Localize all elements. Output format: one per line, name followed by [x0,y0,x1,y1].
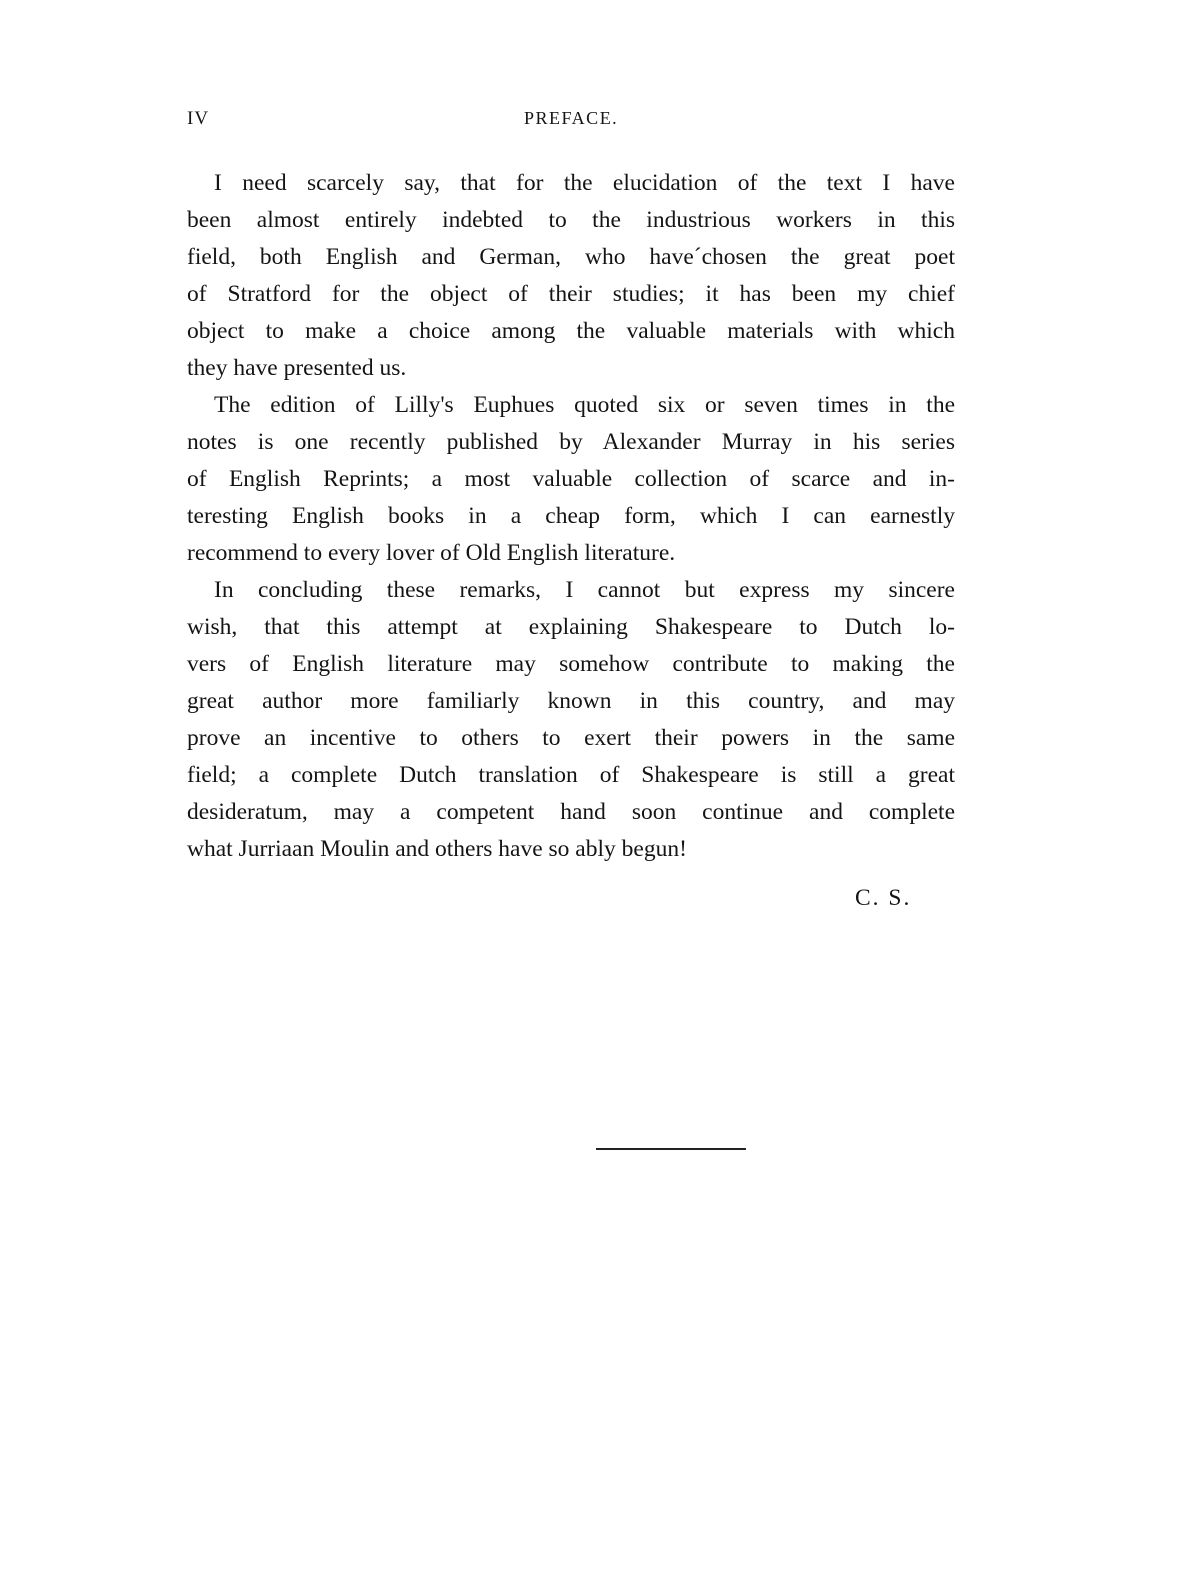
text-line: recommend to every lover of Old English literature. [187,540,676,566]
page-header [187,108,955,138]
text-line: notes is one recently published by Alexander Murray in his series [187,429,955,455]
text-line: vers of English literature may somehow contribute to making the [187,651,955,677]
running-title: PREFACE. [524,108,619,128]
text-line: The edition of Lilly's Euphues quoted six or seven times in the [214,392,955,418]
signature: C. S. [855,885,912,911]
text-line: great author more familiarly known in this country, and may [187,688,955,714]
text-line: object to make a choice among the valuable materials with which [187,318,955,344]
paragraph-2 [187,387,955,572]
text-line: teresting English books in a cheap form, which I can earnestly [187,503,955,529]
text-line: wish, that this attempt at explaining Shakespeare to Dutch lo- [187,614,955,640]
page-number: IV [187,108,210,129]
text-line: been almost entirely indebted to the industrious workers in this [187,207,955,233]
paragraph-1 [187,165,955,387]
text-line: of Stratford for the object of their studies; it has been my chief [187,281,955,307]
text-line: prove an incentive to others to exert their powers in the same [187,725,955,751]
text-line: field, both English and German, who have´chosen the great poet [187,244,955,270]
preface-body [187,165,955,868]
text-line: what Jurriaan Moulin and others have so ably begun! [187,836,687,862]
text-line: desideratum, may a competent hand soon continue and complete [187,799,955,825]
text-line: they have presented us. [187,355,407,381]
paragraph-3 [187,572,955,868]
closing-rule [596,1148,746,1150]
text-line: I need scarcely say, that for the elucidation of the text I have [214,170,955,196]
text-line: field; a complete Dutch translation of Shakespeare is still a great [187,762,955,788]
text-line: of English Reprints; a most valuable collection of scarce and in- [187,466,955,492]
text-line: In concluding these remarks, I cannot but express my sincere [214,577,955,603]
